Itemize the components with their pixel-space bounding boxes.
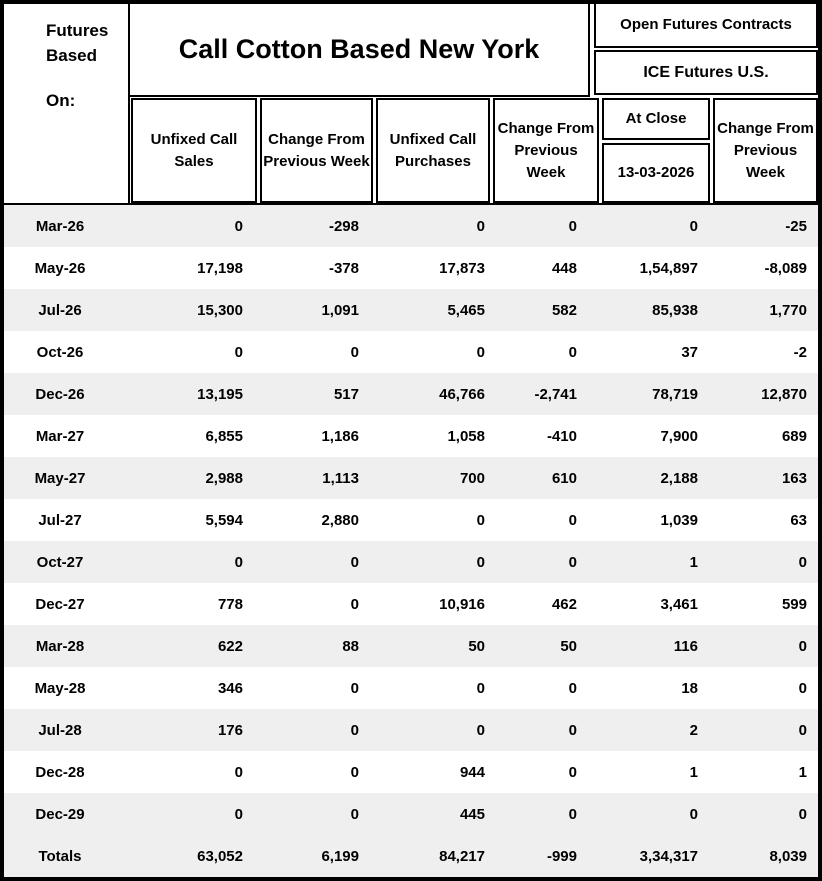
cell-value: 12,870 [761, 385, 807, 403]
cell-value: 0 [350, 721, 359, 739]
table-row [4, 457, 818, 499]
cell-value: 176 [217, 721, 243, 739]
cell-value: 0 [234, 553, 243, 571]
cell-value: 599 [781, 595, 807, 613]
table-row [4, 415, 818, 457]
cell-value: 50 [468, 637, 485, 655]
cell-value: 0 [350, 343, 359, 361]
column-header-change-from-previous-week-1: Change From Previous Week [260, 98, 373, 203]
table-row [4, 583, 818, 625]
cell-value: 1 [798, 763, 807, 781]
cell-value: 78,719 [652, 385, 698, 403]
cell-value: 1,039 [660, 511, 698, 529]
row-label: Oct-27 [36, 553, 84, 571]
cell-value: 944 [459, 763, 485, 781]
cell-value: 445 [459, 805, 485, 823]
cell-value: 2,880 [321, 511, 359, 529]
cell-value: 0 [568, 721, 577, 739]
cell-value: 2,988 [205, 469, 243, 487]
cell-value: 0 [350, 553, 359, 571]
cell-value: 13,195 [197, 385, 243, 403]
cell-value: 346 [217, 679, 243, 697]
header-ice-futures-us: ICE Futures U.S. [594, 50, 818, 95]
cell-value: -999 [546, 847, 577, 865]
cell-value: 700 [459, 469, 485, 487]
table-row [4, 373, 818, 415]
cell-value: -8,089 [764, 259, 807, 277]
data-rows [4, 203, 818, 877]
cell-value: 0 [234, 763, 243, 781]
row-label: May-28 [34, 679, 86, 697]
table-row [4, 625, 818, 667]
cell-value: 0 [234, 217, 243, 235]
cell-value: 0 [476, 511, 485, 529]
table-row [4, 247, 818, 289]
cell-value: 84,217 [439, 847, 485, 865]
cell-value: 63,052 [197, 847, 243, 865]
cell-value: 0 [350, 763, 359, 781]
table-row [4, 541, 818, 583]
cell-value: 6,855 [205, 427, 243, 445]
cell-value: 0 [798, 637, 807, 655]
cell-value: 6,199 [321, 847, 359, 865]
row-label: Dec-27 [35, 595, 85, 613]
cell-value: 0 [798, 553, 807, 571]
cell-value: 1 [689, 763, 698, 781]
row-label: May-26 [34, 259, 86, 277]
cell-value: 0 [350, 679, 359, 697]
cell-value: 778 [217, 595, 243, 613]
row-label: Jul-26 [38, 301, 82, 319]
row-label: May-27 [34, 469, 86, 487]
cell-value: 50 [560, 637, 577, 655]
cell-value: 0 [568, 553, 577, 571]
cell-value: 0 [798, 679, 807, 697]
cell-value: 1,54,897 [639, 259, 698, 277]
cell-value: 448 [551, 259, 577, 277]
cell-value: 46,766 [439, 385, 485, 403]
row-label: Totals [38, 847, 82, 865]
cell-value: 85,938 [652, 301, 698, 319]
row-label: Mar-26 [35, 217, 85, 235]
cell-value: 10,916 [439, 595, 485, 613]
row-label: Oct-26 [36, 343, 84, 361]
column-header-at-close: At Close [602, 98, 710, 140]
cell-value: 5,594 [205, 511, 243, 529]
cell-value: 5,465 [447, 301, 485, 319]
cell-value: 610 [551, 469, 577, 487]
row-label: Jul-28 [38, 721, 82, 739]
cell-value: 0 [798, 805, 807, 823]
cell-value: 88 [342, 637, 359, 655]
cell-value: 0 [476, 553, 485, 571]
cell-value: 0 [476, 217, 485, 235]
cell-value: -25 [785, 217, 807, 235]
cell-value: -410 [546, 427, 577, 445]
cell-value: 8,039 [769, 847, 807, 865]
cell-value: 0 [234, 805, 243, 823]
cell-value: 622 [217, 637, 243, 655]
cell-value: 116 [673, 637, 698, 655]
table-row [4, 331, 818, 373]
cell-value: -378 [328, 259, 359, 277]
cell-value: 0 [568, 679, 577, 697]
table-row [4, 289, 818, 331]
cell-value: 18 [681, 679, 698, 697]
cell-value: 0 [234, 343, 243, 361]
cell-value: 3,461 [660, 595, 698, 613]
cell-value: 1 [689, 553, 698, 571]
cell-value: 0 [568, 805, 577, 823]
cell-value: 15,300 [197, 301, 243, 319]
report-title: Call Cotton Based New York [130, 4, 590, 97]
cell-value: 0 [798, 721, 807, 739]
cell-value: 0 [568, 511, 577, 529]
cell-value: 7,900 [660, 427, 698, 445]
table-row [4, 667, 818, 709]
row-label: Mar-27 [35, 427, 85, 445]
cell-value: -2,741 [534, 385, 577, 403]
corner-header-line2: On: [46, 91, 76, 110]
column-header-at-close-date: 13-03-2026 [602, 143, 710, 203]
column-header-unfixed-call-purchases: Unfixed Call Purchases [376, 98, 490, 203]
cell-value: 1,186 [321, 427, 359, 445]
cell-value: 17,873 [439, 259, 485, 277]
row-label: Jul-27 [38, 511, 82, 529]
cell-value: 0 [350, 805, 359, 823]
cell-value: 1,770 [769, 301, 807, 319]
cell-value: 2,188 [660, 469, 698, 487]
cell-value: -2 [793, 343, 807, 361]
cell-value: 0 [350, 595, 359, 613]
cell-value: -298 [328, 217, 359, 235]
cell-value: 1,091 [321, 301, 359, 319]
cell-value: 37 [681, 343, 698, 361]
cell-value: 462 [551, 595, 577, 613]
cell-value: 163 [781, 469, 807, 487]
table-row [4, 793, 818, 835]
cell-value: 0 [476, 679, 485, 697]
cell-value: 689 [781, 427, 807, 445]
cell-value: 17,198 [197, 259, 243, 277]
column-header-change-from-previous-week-2: Change From Previous Week [493, 98, 599, 203]
row-label: Dec-26 [35, 385, 85, 403]
cell-value: 0 [689, 217, 698, 235]
cell-value: 517 [333, 385, 359, 403]
cell-value: 1,058 [447, 427, 485, 445]
cell-value: 0 [476, 721, 485, 739]
cell-value: 0 [568, 217, 577, 235]
cell-value: 3,34,317 [639, 847, 698, 865]
cell-value: 0 [568, 343, 577, 361]
corner-header-line1: Futures Based [46, 21, 109, 65]
column-header-change-from-previous-week-3: Change From Previous Week [713, 98, 818, 203]
row-label: Dec-29 [35, 805, 85, 823]
cell-value: 0 [476, 343, 485, 361]
header-open-futures-contracts: Open Futures Contracts [594, 4, 818, 48]
table-row [4, 205, 818, 247]
cell-value: 63 [790, 511, 807, 529]
row-label: Dec-28 [35, 763, 85, 781]
table-row [4, 709, 818, 751]
cell-value: 0 [689, 805, 698, 823]
cell-value: 2 [689, 721, 698, 739]
table-row [4, 499, 818, 541]
table-row [4, 751, 818, 793]
column-header-unfixed-call-sales: Unfixed Call Sales [131, 98, 257, 203]
cell-value: 582 [551, 301, 577, 319]
corner-header-futures-based-on [4, 4, 130, 203]
row-label: Mar-28 [35, 637, 85, 655]
cell-value: 1,113 [322, 469, 359, 487]
totals-row [4, 835, 818, 877]
cell-value: 0 [568, 763, 577, 781]
